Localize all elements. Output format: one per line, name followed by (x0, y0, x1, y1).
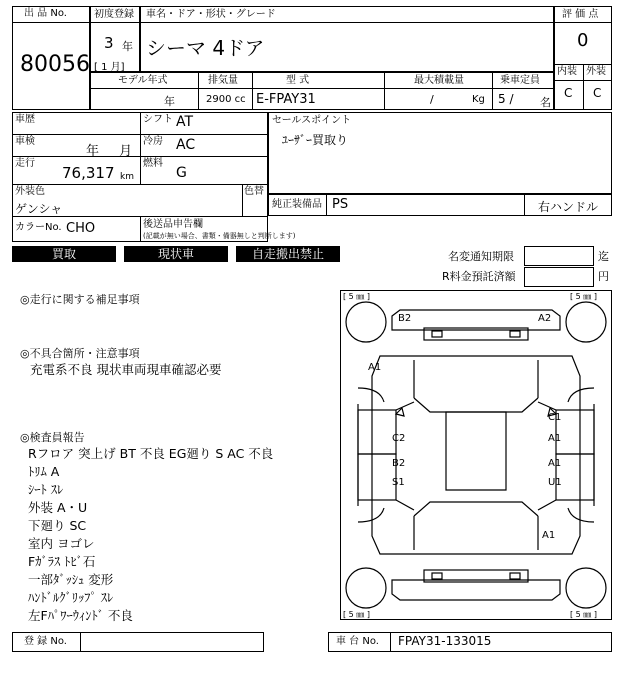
displacement-label: 排気量 (208, 75, 238, 86)
inspector-line: Fｶﾞﾗｽ ﾄﾋﾞ石 (28, 554, 96, 569)
model-type: E-FPAY31 (256, 92, 316, 107)
shift-label: シフト (143, 114, 173, 125)
lot-number: 80056 (20, 52, 90, 77)
damage-mark-front-left: B2 (398, 313, 412, 324)
damage-mark-left-rear-door: S1 (392, 477, 405, 488)
max-load-unit: Kg (472, 94, 485, 105)
inspector-line: 外装 A・U (28, 500, 88, 515)
score-label: 評 価 点 (562, 9, 599, 20)
name-change-deadline-field (524, 246, 594, 266)
chassis-no: FPAY31-133015 (398, 634, 492, 648)
capacity-label: 乗車定員 (500, 75, 540, 86)
damage-mark-left-rear-door: B2 (392, 458, 406, 469)
genuine-equipment-label: 純正装備品 (272, 199, 322, 210)
tire-tread-front-right: [ 5 ㎜ ] (570, 292, 597, 301)
model-year-label: モデル年式 (118, 75, 168, 86)
recycle-fee-label: R料金預託済額 (442, 270, 516, 283)
chassis-no-label: 車 台 No. (336, 636, 379, 647)
evaluation-score: 0 (577, 30, 589, 51)
inspector-line: 一部ﾀﾞｯｼｭ 変形 (28, 572, 114, 587)
color-no-label: カラーNo. (15, 222, 62, 233)
inspection-value: 年 月 (86, 144, 133, 159)
handle-side: 右ハンドル (538, 200, 599, 214)
inspector-line: ﾊﾝﾄﾞﾙｸﾞﾘｯﾌﾟ ｽﾚ (28, 590, 114, 605)
exterior-grade: C (593, 86, 602, 100)
mileage-unit: km (120, 172, 134, 182)
recycle-fee-field (524, 267, 594, 287)
inspection-label: 車検 (15, 136, 35, 147)
damage-mark-right-rear-door: U1 (548, 477, 562, 488)
inspector-line: ｼｰﾄ ｽﾚ (28, 482, 64, 497)
damage-mark-right-rear-door: A1 (548, 458, 562, 469)
documents-label: 後送品申告欄 (143, 219, 203, 230)
ac-label: 冷房 (143, 136, 163, 147)
year-unit: 年 (122, 40, 133, 53)
exterior-label: 外装 (586, 66, 606, 77)
inspector-line: ﾄﾘﾑ A (28, 464, 60, 479)
defect-notes-text: 充電系不良 現状車両現車確認必要 (30, 362, 222, 377)
defect-notes-header: ◎不具合箇所・注意事項 (20, 347, 140, 360)
mileage-value: 76,317 (62, 164, 115, 182)
model-year-unit: 年 (164, 95, 175, 108)
color-no: CHO (66, 221, 96, 236)
damage-mark-front-right: A2 (538, 313, 552, 324)
color-change-label: 色替 (244, 186, 264, 197)
exterior-color-label: 外装色 (15, 186, 45, 197)
name-change-unit: 迄 (598, 250, 609, 263)
documents-note: (記載が無い場合、書類・備器無しと判断します) (143, 232, 296, 240)
inspector-line: Rフロア 突上げ BT 不良 EG廻り S AC 不良 (28, 446, 274, 461)
capacity-value: 5 / (498, 92, 514, 106)
interior-grade: C (564, 86, 573, 100)
fuel-label: 燃料 (143, 158, 163, 169)
sales-point-label: セールスポイント (272, 115, 352, 126)
inspector-line: 左Fﾊﾟﾜｰｳｨﾝﾄﾞ 不良 (28, 608, 133, 623)
history-label: 車歴 (15, 114, 35, 125)
tire-tread-rear-left: [ 5 ㎜ ] (343, 610, 370, 619)
genuine-equipment: PS (332, 197, 349, 212)
max-load-label: 最大積載量 (414, 75, 464, 86)
first-registration-month: [ 1 月] (94, 62, 125, 73)
car-name-label: 車名・ドア・形状・グレード (146, 9, 276, 20)
inspector-line: 室内 ヨゴレ (28, 536, 95, 551)
lot-number-label: 出 品 No. (24, 8, 67, 19)
name-change-deadline-label: 名変通知期限 (448, 250, 514, 263)
car-name: シーマ 4ドア (146, 36, 265, 60)
capacity-unit: 名 (540, 96, 551, 109)
sales-point-text: ﾕｰｻﾞｰ買取り (282, 133, 349, 147)
displacement-value: 2900 cc (206, 94, 246, 105)
interior-label: 内装 (557, 66, 577, 77)
first-registration-label: 初度登録 (94, 9, 134, 20)
damage-mark-left-front-door: C2 (392, 433, 406, 444)
tire-tread-front-left: [ 5 ㎜ ] (343, 292, 370, 301)
fuel-value: G (176, 165, 187, 181)
first-registration-year: 3 (104, 34, 114, 52)
inspector-line: 下廻り SC (28, 518, 87, 533)
exterior-color: ゲンシャ (15, 202, 63, 216)
purchase-badge: 買取 (12, 246, 116, 262)
type-label: 型 式 (286, 75, 310, 86)
shift-value: AT (176, 114, 194, 130)
registration-no-label: 登 録 No. (24, 636, 67, 647)
mileage-label: 走行 (15, 158, 35, 169)
damage-mark-left-front-fender: A1 (368, 362, 382, 373)
no-self-drive-badge: 自走搬出禁止 (236, 246, 340, 262)
damage-mark-right-front-door: C1 (548, 412, 562, 423)
driving-notes-header: ◎走行に関する補足事項 (20, 293, 140, 306)
ac-value: AC (176, 137, 196, 153)
tire-tread-rear-right: [ 5 ㎜ ] (570, 610, 597, 619)
car-diagram (340, 290, 612, 620)
damage-mark-right-rear-fender: A1 (542, 530, 556, 541)
damage-mark-right-front-door: A1 (548, 433, 562, 444)
max-load-value: / (430, 93, 434, 106)
inspector-report-header: ◎検査員報告 (20, 431, 85, 444)
recycle-fee-unit: 円 (598, 270, 609, 283)
as-is-badge: 現状車 (124, 246, 228, 262)
